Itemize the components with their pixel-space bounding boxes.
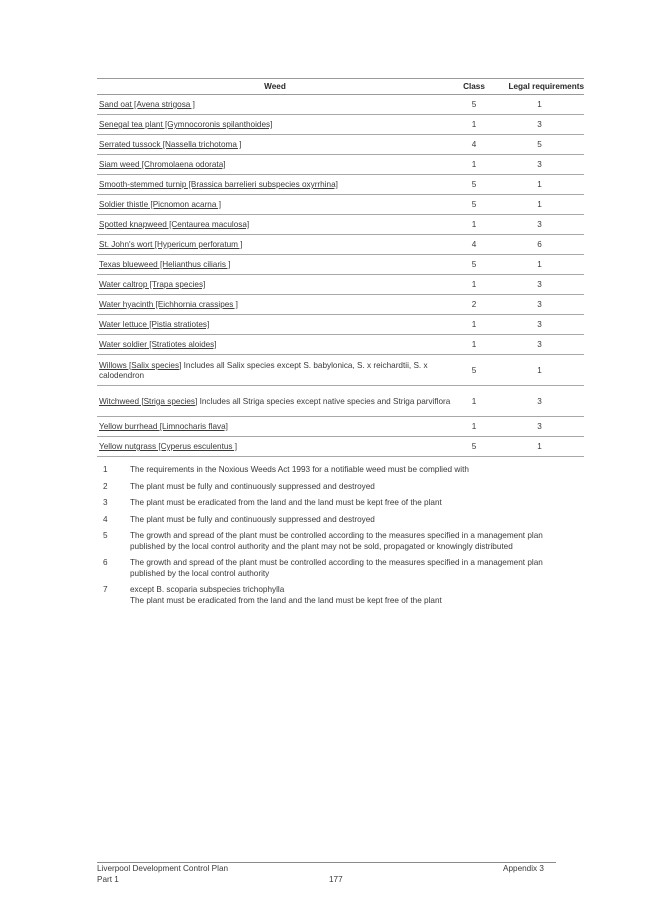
legal-requirement-cell: 1 [495, 95, 584, 115]
legal-requirement-cell: 1 [495, 175, 584, 195]
class-cell: 5 [453, 195, 495, 215]
note-number: 7 [103, 585, 108, 595]
note-text: The growth and spread of the plant must be controlled according to the measures specified in a management plan published by the local control authority and the plant may not be sold, propagated or knowingly distributed [130, 531, 543, 551]
weed-cell [97, 195, 453, 215]
legal-requirement-cell: 3 [495, 335, 584, 355]
weed-cell [97, 386, 453, 417]
weed-name-link[interactable]: Sand oat [Avena strigosa ] [99, 100, 195, 109]
weed-cell [97, 335, 453, 355]
note-text-block [130, 515, 553, 525]
note-item [103, 558, 553, 579]
legal-requirement-cell: 1 [495, 437, 584, 457]
weed-name-link[interactable]: Willows [Salix species] [99, 360, 182, 370]
legal-requirement-cell: 3 [495, 215, 584, 235]
legal-requirement-cell: 1 [495, 355, 584, 386]
header-legal-requirements: Legal requirements [495, 79, 584, 95]
weed-name-link[interactable]: Yellow nutgrass [Cyperus esculentus ] [99, 442, 238, 451]
legal-requirement-cell: 3 [495, 115, 584, 135]
weed-cell [97, 295, 453, 315]
footer-part: Part 1 [97, 875, 119, 884]
table-row [97, 95, 584, 115]
table-row [97, 115, 584, 135]
table-row [97, 255, 584, 275]
legal-requirement-cell: 3 [495, 275, 584, 295]
weed-name-link[interactable]: Siam weed [Chromolaena odorata] [99, 160, 226, 169]
legal-requirement-cell: 5 [495, 135, 584, 155]
footer-appendix: Appendix 3 [503, 864, 544, 873]
table-row [97, 275, 584, 295]
note-text: except B. scoparia subspecies trichophylla [130, 585, 285, 595]
class-cell: 1 [453, 115, 495, 135]
weed-cell [97, 175, 453, 195]
note-text-block [130, 465, 553, 475]
legal-requirement-cell: 3 [495, 155, 584, 175]
note-text: The requirements in the Noxious Weeds Act 1993 for a notifiable weed must be complied with [130, 465, 469, 474]
class-cell: 1 [453, 215, 495, 235]
class-cell: 1 [453, 417, 495, 437]
table-row [97, 155, 584, 175]
note-number: 4 [103, 514, 108, 524]
note-item [103, 585, 553, 606]
note-text-block [130, 498, 553, 508]
table-row [97, 335, 584, 355]
weed-cell [97, 315, 453, 335]
table-row [97, 195, 584, 215]
class-cell: 1 [453, 335, 495, 355]
class-cell: 5 [453, 355, 495, 386]
note-number: 5 [103, 531, 108, 541]
weed-name-link[interactable]: Serrated tussock [Nassella trichotoma ] [99, 140, 242, 149]
table-header-row [97, 79, 584, 95]
legal-requirement-cell: 1 [495, 195, 584, 215]
legal-requirement-cell: 3 [495, 417, 584, 437]
note-item [103, 515, 553, 525]
table-row [97, 386, 584, 417]
table-row [97, 295, 584, 315]
table-body [97, 95, 584, 457]
note-number: 1 [103, 465, 108, 474]
note-text-block [130, 585, 553, 606]
class-cell: 5 [453, 95, 495, 115]
weed-cell [97, 255, 453, 275]
weed-cell [97, 215, 453, 235]
note-text-block [130, 482, 553, 492]
legal-requirement-cell: 1 [495, 255, 584, 275]
weed-extra-text: Includes all Striga species except native species and Striga parviflora [197, 396, 451, 406]
table-row [97, 437, 584, 457]
table-row [97, 315, 584, 335]
weeds-table [97, 78, 584, 457]
note-text: The plant must be fully and continuously suppressed and destroyed [130, 514, 375, 524]
note-number: 2 [103, 481, 108, 491]
class-cell: 1 [453, 315, 495, 335]
weed-cell [97, 235, 453, 255]
class-cell: 5 [453, 437, 495, 457]
legal-requirements-notes [103, 465, 553, 612]
weed-name-link[interactable]: Soldier thistle [Picnomon acarna ] [99, 200, 221, 209]
note-item [103, 498, 553, 508]
header-class: Class [453, 79, 495, 95]
weed-name-link[interactable]: Water caltrop [Trapa species] [99, 280, 206, 289]
weed-name-link[interactable]: Yellow burrhead [Limnocharis flava] [99, 422, 228, 431]
weed-cell [97, 115, 453, 135]
weed-name-link[interactable]: Water lettuce [Pistia stratiotes] [99, 320, 210, 329]
weed-name-link[interactable]: Spotted knapweed [Centaurea maculosa] [99, 220, 250, 229]
weed-name-link[interactable]: Witchweed [Striga species] [99, 396, 198, 406]
note-item [103, 465, 553, 475]
footer-doc-title: Liverpool Development Control Plan [97, 864, 229, 873]
note-text-block [130, 558, 553, 579]
weed-cell [97, 437, 453, 457]
weed-name-link[interactable]: Water hyacinth [Eichhornia crassipes ] [99, 300, 238, 309]
note-text: The growth and spread of the plant must be controlled according to the measures specified in a management plan published by the local control authority [130, 558, 543, 578]
note-text: The plant must be eradicated from the land and the land must be kept free of the plant [130, 498, 442, 508]
weed-name-link[interactable]: Smooth-stemmed turnip [Brassica barrelieri subspecies oxyrrhina] [99, 180, 338, 189]
weed-cell [97, 95, 453, 115]
legal-requirement-cell: 6 [495, 235, 584, 255]
class-cell: 4 [453, 135, 495, 155]
class-cell: 1 [453, 275, 495, 295]
class-cell: 5 [453, 255, 495, 275]
header-weed: Weed [97, 79, 453, 95]
table-row [97, 215, 584, 235]
table-row [97, 175, 584, 195]
weed-name-link[interactable]: St. John's wort [Hypericum perforatum ] [99, 240, 243, 249]
footer-divider [97, 862, 556, 863]
weed-extra-text: Includes all Salix species except S. babylonica, S. x reichardtii, S. x calodendron [99, 360, 428, 380]
weed-name-link[interactable]: Texas blueweed [Helianthus ciliaris ] [99, 260, 231, 269]
note-text-secondary: The plant must be eradicated from the land and the land must be kept free of the plant [130, 595, 442, 605]
class-cell: 4 [453, 235, 495, 255]
footer-page-number: 177 [329, 875, 343, 884]
legal-requirement-cell: 3 [495, 295, 584, 315]
class-cell: 1 [453, 155, 495, 175]
table-row [97, 235, 584, 255]
class-cell: 2 [453, 295, 495, 315]
note-text: The plant must be fully and continuously suppressed and destroyed [130, 481, 375, 491]
weed-cell [97, 417, 453, 437]
weed-cell [97, 355, 453, 386]
note-item [103, 531, 553, 552]
note-item [103, 482, 553, 492]
legal-requirement-cell: 3 [495, 315, 584, 335]
class-cell: 1 [453, 386, 495, 417]
note-number: 3 [103, 498, 108, 508]
weed-cell [97, 275, 453, 295]
weed-name-link[interactable]: Senegal tea plant [Gymnocoronis spilanthoides] [99, 120, 273, 129]
table-row [97, 417, 584, 437]
table-row [97, 135, 584, 155]
weed-name-link[interactable]: Water soldier [Stratiotes aloides] [99, 340, 217, 349]
note-text-block [130, 531, 553, 552]
note-number: 6 [103, 558, 108, 568]
class-cell: 5 [453, 175, 495, 195]
table-row [97, 355, 584, 386]
weed-cell [97, 155, 453, 175]
weed-cell [97, 135, 453, 155]
legal-requirement-cell: 3 [495, 386, 584, 417]
